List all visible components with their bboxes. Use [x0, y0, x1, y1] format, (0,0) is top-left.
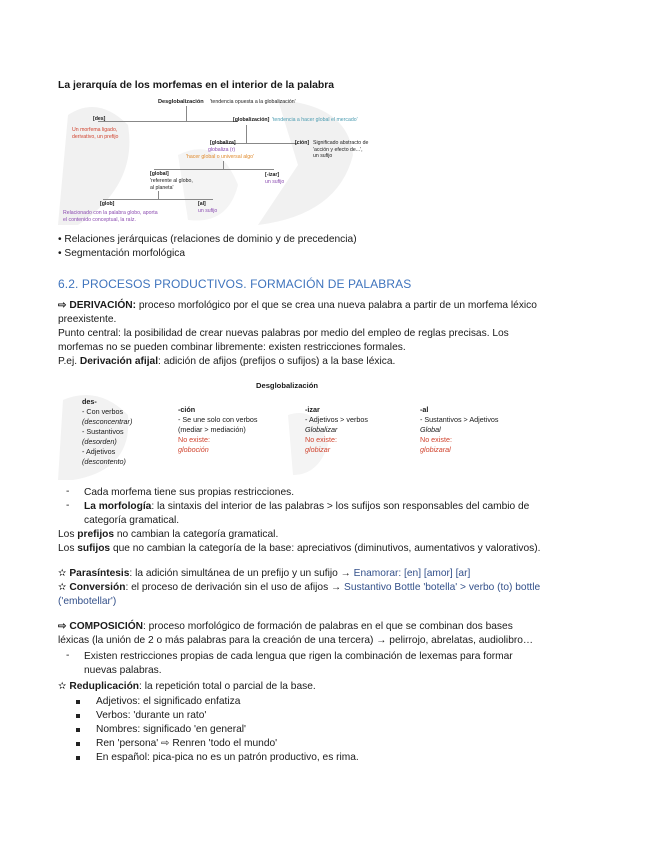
bullet-relaciones: • Relaciones jerárquicas (relaciones de dominio y de precedencia)	[58, 234, 357, 245]
list-item: Nombres: significado 'en general'	[96, 724, 246, 735]
reduplicacion-line: ✫ Reduplicación: la repetición total o parcial de la base.	[58, 681, 316, 692]
derivacion-line: ⇨ DERIVACIÓN: proceso morfológico por el que se crea una nueva palabra a partir de un morfema léxico	[58, 300, 537, 311]
al-note: un sufijo	[198, 208, 218, 214]
bullet-segmentacion: • Segmentación morfológica	[58, 248, 186, 259]
composicion-cont: léxicas (la unión de 2 o más palabras para la creación de una tercera) → pelirrojo, abrelatas, audiolibro…	[58, 635, 534, 646]
cion-note-1: Significado abstracto de	[313, 140, 369, 146]
col-cion: -ción - Se une solo con verbos (mediar > mediación) No existe: globoción	[178, 405, 258, 454]
derivacion-cont: preexistente.	[58, 314, 117, 325]
morpheme-hierarchy-diagram	[58, 95, 369, 230]
glob-note-2: el contenido conceptual, la raíz.	[63, 216, 136, 223]
derivacion-afijal-line: P.ej. Derivación afijal: adición de afijos (prefijos o sufijos) a la base léxica.	[58, 356, 396, 367]
globalizacion-node: [globalización]	[233, 117, 270, 123]
arrow-icon: ⇨	[58, 621, 67, 632]
list-item: En español: pica-pica no es un patrón productivo, es rima.	[96, 752, 359, 763]
izar-note: un sufijo	[265, 179, 285, 185]
glob-node: [glob]	[100, 201, 115, 207]
global-node: [global]	[150, 171, 169, 177]
morfologia-cont: categoría gramatical.	[84, 515, 180, 526]
conversion-line: ✫ Conversión: el proceso de derivación sin el uso de afijos → Sustantivo Bottle 'botella' > verbo (to) bottle	[58, 582, 541, 593]
section-heading: 6.2. PROCESOS PRODUCTIVOS. FORMACIÓN DE PALABRAS	[58, 277, 412, 291]
punto-central-2: morfemas no se pueden combinar libremente: existen restricciones formales.	[58, 342, 406, 353]
table-title: Desglobalización	[256, 381, 319, 390]
parasintesis-line: ✫ Parasíntesis: la adición simultánea de un prefijo y un sufijo → Enamorar: [en] [amor] [ar]	[58, 568, 471, 579]
section-title: La jerarquía de los morfemas en el interior de la palabra	[58, 80, 335, 91]
star-icon: ✫	[58, 681, 67, 692]
composicion-line: ⇨ COMPOSICIÓN: proceso morfológico de formación de palabras en el que se combinan dos bases	[58, 621, 513, 632]
col-des: des- - Con verbos (desconcentrar) - Sustantivos (desorden) - Adjetivos (descontento)	[82, 397, 133, 466]
arrow-icon: ⇨	[58, 300, 67, 311]
root-gloss: 'tendencia opuesta a la globalización'	[210, 99, 296, 105]
col-izar: -izar - Adjetivos > verbos Globalizar No existe: globizar	[305, 405, 368, 454]
star-icon: ✫	[58, 568, 67, 579]
desglobalizacion-table	[58, 375, 538, 480]
des-node: [des]	[93, 116, 106, 122]
izar-node: [-izar]	[265, 172, 280, 178]
star-icon: ✫	[58, 582, 67, 593]
root-node: Desglobalización	[158, 99, 204, 105]
globaliza-gloss: 'hacer global o universal algo'	[186, 154, 255, 160]
morfologia-item: La morfología: la sintaxis del interior de las palabras > los sufijos son responsables del cambio de	[84, 501, 530, 512]
list-item: Verbos: 'durante un rato'	[96, 710, 207, 721]
list-item: Ren 'persona' ⇨ Renren 'todo el mundo'	[96, 738, 278, 749]
composicion-dash: Existen restricciones propias de cada lengua que rigen la combinación de lexemas para formar	[84, 651, 513, 662]
globalizacion-gloss: 'tendencia a hacer global el mercado'	[272, 117, 358, 123]
global-gloss-1: 'referente al globo,	[150, 178, 193, 184]
punto-central-1: Punto central: la posibilidad de crear nuevas palabras por medio del empleo de reglas precisas. Los	[58, 328, 509, 339]
des-note-2: derivativo, un prefijo	[72, 133, 119, 140]
restricciones-item: Cada morfema tiene sus propias restricciones.	[84, 487, 295, 498]
list-item: Adjetivos: el significado enfatiza	[96, 696, 241, 707]
glob-note-1: Relacionado con la palabra globo, aporta	[63, 210, 158, 216]
des-note-1: Un morfema ligado,	[72, 127, 118, 133]
col-al: -al - Sustantivos > Adjetivos Global No existe: globizaral	[420, 405, 499, 454]
sufijos-line: Los sufijos que no cambian la categoría de la base: apreciativos (diminutivos, aumentativos y valorativos).	[58, 543, 541, 554]
globaliza-sub: globaliza (r)	[208, 147, 236, 153]
al-node: [al]	[198, 201, 206, 207]
globaliza-node: [globaliza]	[210, 140, 236, 146]
cion-note-3: un sufijo	[313, 153, 333, 159]
global-gloss-2: al planeta'	[150, 184, 174, 191]
conversion-cont: ('embotellar')	[58, 596, 117, 607]
composicion-dash-cont: nuevas palabras.	[84, 665, 162, 676]
cion-note-2: 'acción y efecto de...',	[313, 146, 363, 153]
cion-node: [ción]	[295, 140, 310, 146]
prefijos-line: Los prefijos no cambian la categoría gramatical.	[58, 529, 279, 540]
